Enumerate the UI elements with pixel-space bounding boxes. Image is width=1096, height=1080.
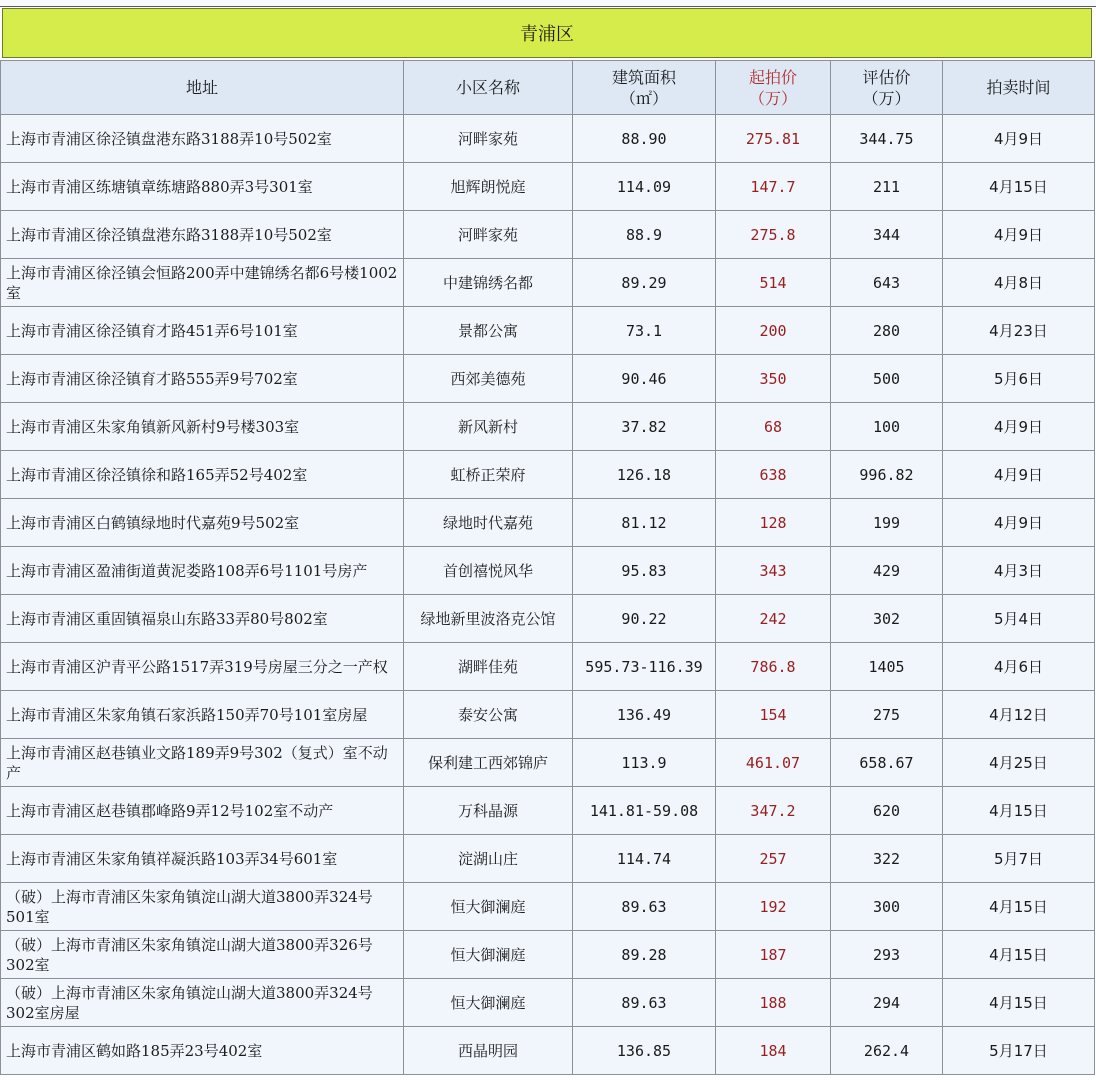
cell-address: （破）上海市青浦区朱家角镇淀山湖大道3800弄324号302室房屋 (1, 979, 404, 1027)
table-row (1, 355, 1095, 403)
cell-auction-date: 4月9日 (943, 403, 1095, 451)
cell-community: 西晶明园 (404, 1027, 573, 1075)
cell-community: 恒大御澜庭 (404, 931, 573, 979)
cell-appraised: 322 (831, 835, 943, 883)
cell-area: 73.1 (573, 307, 716, 355)
header-row (1, 61, 1095, 115)
cell-start-price: 638 (716, 451, 831, 499)
cell-appraised: 302 (831, 595, 943, 643)
cell-start-price: 786.8 (716, 643, 831, 691)
cell-community: 淀湖山庄 (404, 835, 573, 883)
cell-appraised: 344 (831, 211, 943, 259)
cell-address: 上海市青浦区练塘镇章练塘路880弄3号301室 (1, 163, 404, 211)
cell-start-price: 347.2 (716, 787, 831, 835)
cell-address: 上海市青浦区徐泾镇徐和路165弄52号402室 (1, 451, 404, 499)
auction-table (0, 60, 1095, 1075)
cell-appraised: 199 (831, 499, 943, 547)
table-row (1, 787, 1095, 835)
cell-address: 上海市青浦区朱家角镇石家浜路150弄70号101室房屋 (1, 691, 404, 739)
cell-address: （破）上海市青浦区朱家角镇淀山湖大道3800弄324号501室 (1, 883, 404, 931)
table-row (1, 979, 1095, 1027)
cell-community: 首创禧悦风华 (404, 547, 573, 595)
cell-auction-date: 4月9日 (943, 451, 1095, 499)
cell-address: 上海市青浦区重固镇福泉山东路33弄80号802室 (1, 595, 404, 643)
cell-address: （破）上海市青浦区朱家角镇淀山湖大道3800弄326号302室 (1, 931, 404, 979)
cell-area: 95.83 (573, 547, 716, 595)
cell-area: 126.18 (573, 451, 716, 499)
cell-appraised: 211 (831, 163, 943, 211)
cell-start-price: 188 (716, 979, 831, 1027)
cell-start-price: 128 (716, 499, 831, 547)
cell-start-price: 154 (716, 691, 831, 739)
cell-appraised: 280 (831, 307, 943, 355)
cell-community: 虹桥正荣府 (404, 451, 573, 499)
table-row (1, 931, 1095, 979)
header-area-label: 建筑面积 (611, 67, 676, 87)
cell-area: 113.9 (573, 739, 716, 787)
cell-community: 河畔家苑 (404, 115, 573, 163)
cell-community: 新风新村 (404, 403, 573, 451)
cell-address: 上海市青浦区赵巷镇业文路189弄9号302（复式）室不动产 (1, 739, 404, 787)
cell-auction-date: 4月15日 (943, 931, 1095, 979)
table-row (1, 883, 1095, 931)
table-row (1, 499, 1095, 547)
cell-appraised: 100 (831, 403, 943, 451)
cell-address: 上海市青浦区朱家角镇新风新村9号楼303室 (1, 403, 404, 451)
cell-community: 河畔家苑 (404, 211, 573, 259)
cell-start-price: 350 (716, 355, 831, 403)
cell-address: 上海市青浦区鹤如路185弄23号402室 (1, 1027, 404, 1075)
table-row (1, 115, 1095, 163)
cell-appraised: 996.82 (831, 451, 943, 499)
cell-area: 89.63 (573, 979, 716, 1027)
cell-start-price: 461.07 (716, 739, 831, 787)
cell-start-price: 275.81 (716, 115, 831, 163)
cell-appraised: 294 (831, 979, 943, 1027)
cell-start-price: 257 (716, 835, 831, 883)
cell-start-price: 343 (716, 547, 831, 595)
cell-appraised: 429 (831, 547, 943, 595)
header-appraised-label: 评估价 (862, 67, 911, 87)
cell-area: 136.85 (573, 1027, 716, 1075)
cell-auction-date: 5月7日 (943, 835, 1095, 883)
cell-address: 上海市青浦区徐泾镇盘港东路3188弄10号502室 (1, 211, 404, 259)
cell-auction-date: 4月15日 (943, 163, 1095, 211)
cell-start-price: 514 (716, 259, 831, 307)
cell-community: 中建锦绣名都 (404, 259, 573, 307)
cell-appraised: 620 (831, 787, 943, 835)
cell-start-price: 187 (716, 931, 831, 979)
table-row (1, 163, 1095, 211)
cell-appraised: 344.75 (831, 115, 943, 163)
table-row (1, 835, 1095, 883)
cell-appraised: 293 (831, 931, 943, 979)
table-row (1, 643, 1095, 691)
cell-auction-date: 4月8日 (943, 259, 1095, 307)
cell-community: 恒大御澜庭 (404, 979, 573, 1027)
cell-start-price: 275.8 (716, 211, 831, 259)
header-area (573, 61, 716, 115)
cell-appraised: 300 (831, 883, 943, 931)
header-address: 地址 (1, 61, 404, 115)
table-body (1, 115, 1095, 1075)
previous-table-edge (0, 0, 1096, 7)
cell-auction-date: 4月6日 (943, 643, 1095, 691)
table-row (1, 691, 1095, 739)
cell-area: 37.82 (573, 403, 716, 451)
header-appraised-unit: （万） (862, 88, 911, 108)
header-start-price-label: 起拍价 (748, 67, 797, 87)
cell-start-price: 184 (716, 1027, 831, 1075)
header-area-unit: （㎡） (619, 88, 668, 108)
table-row (1, 211, 1095, 259)
cell-area: 89.29 (573, 259, 716, 307)
cell-area: 81.12 (573, 499, 716, 547)
cell-auction-date: 5月4日 (943, 595, 1095, 643)
header-appraised (831, 61, 943, 115)
cell-appraised: 275 (831, 691, 943, 739)
cell-auction-date: 4月15日 (943, 979, 1095, 1027)
cell-auction-date: 4月12日 (943, 691, 1095, 739)
cell-community: 保利建工西郊锦庐 (404, 739, 573, 787)
cell-area: 595.73-116.39 (573, 643, 716, 691)
cell-auction-date: 4月9日 (943, 499, 1095, 547)
cell-address: 上海市青浦区盈浦街道黄泥娄路108弄6号1101号房产 (1, 547, 404, 595)
cell-community: 万科晶源 (404, 787, 573, 835)
cell-start-price: 200 (716, 307, 831, 355)
cell-start-price: 242 (716, 595, 831, 643)
cell-address: 上海市青浦区徐泾镇会恒路200弄中建锦绣名都6号楼1002室 (1, 259, 404, 307)
cell-auction-date: 4月25日 (943, 739, 1095, 787)
header-community: 小区名称 (404, 61, 573, 115)
cell-appraised: 262.4 (831, 1027, 943, 1075)
table-row (1, 259, 1095, 307)
cell-area: 136.49 (573, 691, 716, 739)
table-row (1, 1027, 1095, 1075)
cell-address: 上海市青浦区徐泾镇育才路555弄9号702室 (1, 355, 404, 403)
cell-area: 90.46 (573, 355, 716, 403)
table-row (1, 403, 1095, 451)
cell-auction-date: 4月15日 (943, 787, 1095, 835)
cell-appraised: 1405 (831, 643, 943, 691)
cell-area: 114.09 (573, 163, 716, 211)
cell-auction-date: 5月17日 (943, 1027, 1095, 1075)
cell-area: 114.74 (573, 835, 716, 883)
cell-community: 西郊美德苑 (404, 355, 573, 403)
header-start-price (716, 61, 831, 115)
cell-address: 上海市青浦区沪青平公路1517弄319号房屋三分之一产权 (1, 643, 404, 691)
table-row (1, 307, 1095, 355)
cell-community: 恒大御澜庭 (404, 883, 573, 931)
cell-address: 上海市青浦区赵巷镇郡峰路9弄12号102室不动产 (1, 787, 404, 835)
table-row (1, 451, 1095, 499)
cell-auction-date: 4月9日 (943, 115, 1095, 163)
cell-community: 泰安公寓 (404, 691, 573, 739)
header-auction-time: 拍卖时间 (943, 61, 1095, 115)
cell-auction-date: 4月3日 (943, 547, 1095, 595)
table-row (1, 595, 1095, 643)
cell-area: 88.9 (573, 211, 716, 259)
district-banner (2, 8, 1092, 58)
cell-start-price: 192 (716, 883, 831, 931)
cell-appraised: 643 (831, 259, 943, 307)
cell-area: 89.63 (573, 883, 716, 931)
cell-area: 141.81-59.08 (573, 787, 716, 835)
cell-start-price: 68 (716, 403, 831, 451)
cell-auction-date: 5月6日 (943, 355, 1095, 403)
table-row (1, 739, 1095, 787)
cell-area: 88.90 (573, 115, 716, 163)
cell-appraised: 500 (831, 355, 943, 403)
cell-auction-date: 4月23日 (943, 307, 1095, 355)
cell-community: 景都公寓 (404, 307, 573, 355)
cell-address: 上海市青浦区白鹤镇绿地时代嘉苑9号502室 (1, 499, 404, 547)
cell-community: 湖畔佳苑 (404, 643, 573, 691)
district-title: 青浦区 (520, 24, 574, 45)
cell-community: 绿地新里波洛克公馆 (404, 595, 573, 643)
table-row (1, 547, 1095, 595)
cell-start-price: 147.7 (716, 163, 831, 211)
cell-appraised: 658.67 (831, 739, 943, 787)
cell-auction-date: 4月15日 (943, 883, 1095, 931)
cell-community: 旭辉朗悦庭 (404, 163, 573, 211)
cell-address: 上海市青浦区徐泾镇育才路451弄6号101室 (1, 307, 404, 355)
cell-community: 绿地时代嘉苑 (404, 499, 573, 547)
cell-area: 89.28 (573, 931, 716, 979)
cell-auction-date: 4月9日 (943, 211, 1095, 259)
cell-area: 90.22 (573, 595, 716, 643)
cell-address: 上海市青浦区朱家角镇祥凝浜路103弄34号601室 (1, 835, 404, 883)
cell-address: 上海市青浦区徐泾镇盘港东路3188弄10号502室 (1, 115, 404, 163)
header-start-price-unit: （万） (748, 88, 797, 108)
